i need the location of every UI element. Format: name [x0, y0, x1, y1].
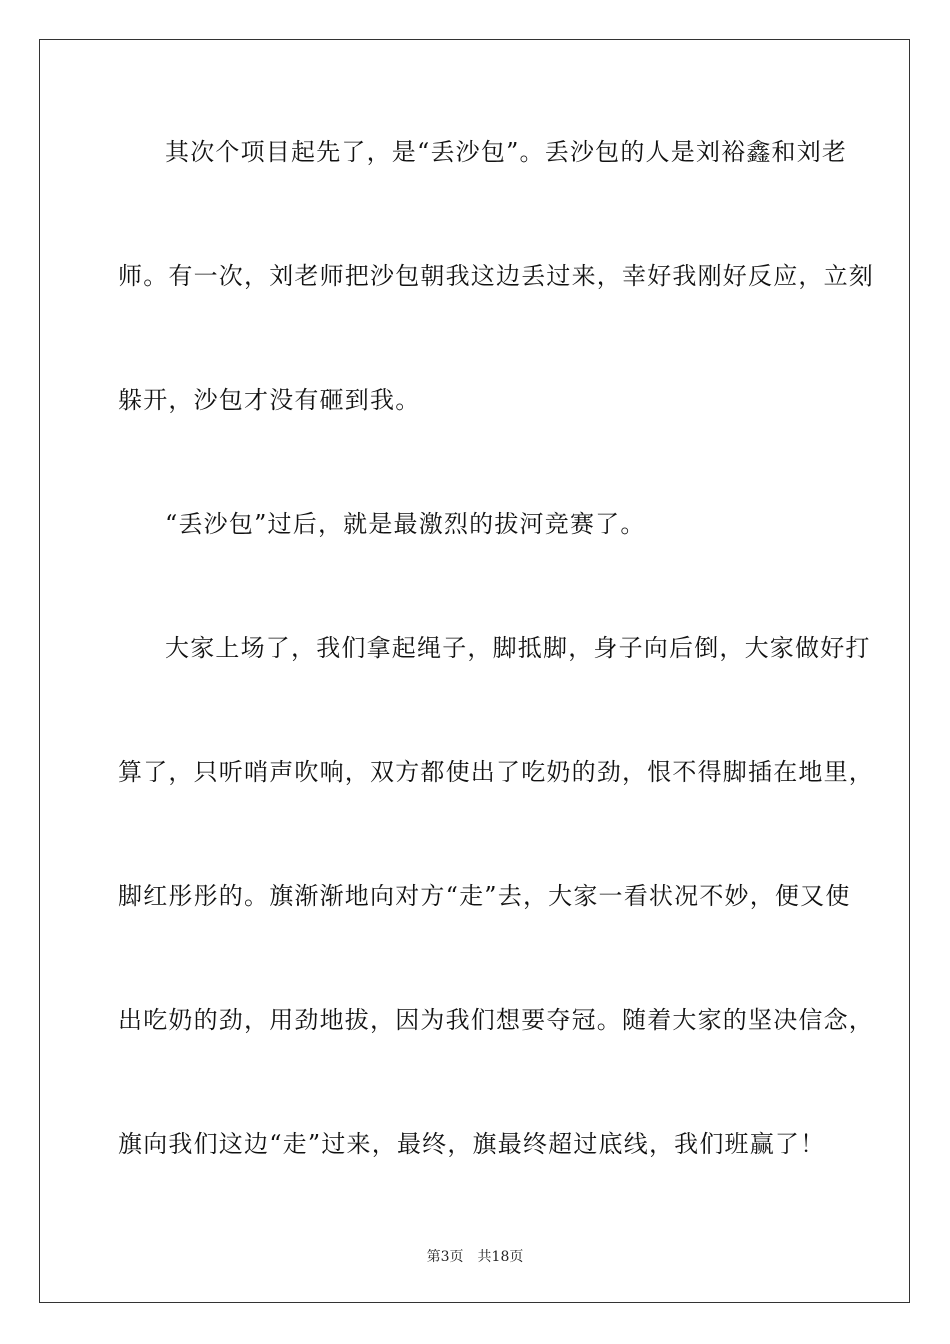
page-border — [39, 39, 910, 1303]
paragraph-3-line-2: 算了，只听哨声吹响，双方都使出了吃奶的劲，恨不得脚插在地里， — [118, 758, 874, 786]
paragraph-1-line-1: 其次个项目起先了，是“丢沙包”。丢沙包的人是刘裕鑫和刘老 — [165, 138, 848, 166]
page-number: 第3页 — [426, 1249, 464, 1265]
paragraph-2-line-1: “丢沙包”过后，就是最激烈的拔河竞赛了。 — [165, 510, 646, 538]
page-total: 共18页 — [477, 1249, 524, 1265]
paragraph-3-line-1: 大家上场了，我们拿起绳子，脚抵脚，身子向后倒，大家做好打 — [165, 634, 871, 662]
paragraph-1-line-3: 躲开，沙包才没有砸到我。 — [118, 386, 421, 414]
page-footer — [0, 1247, 950, 1267]
paragraph-3-line-3: 脚红彤彤的。旗渐渐地向对方“走”去，大家一看状况不妙，便又使 — [118, 882, 851, 910]
paragraph-1-line-2: 师。有一次，刘老师把沙包朝我这边丢过来，幸好我刚好反应，立刻 — [118, 262, 874, 290]
paragraph-3-line-5: 旗向我们这边“走”过来，最终，旗最终超过底线，我们班赢了！ — [118, 1130, 826, 1158]
paragraph-3-line-4: 出吃奶的劲，用劲地拔，因为我们想要夺冠。随着大家的坚决信念， — [118, 1006, 874, 1034]
